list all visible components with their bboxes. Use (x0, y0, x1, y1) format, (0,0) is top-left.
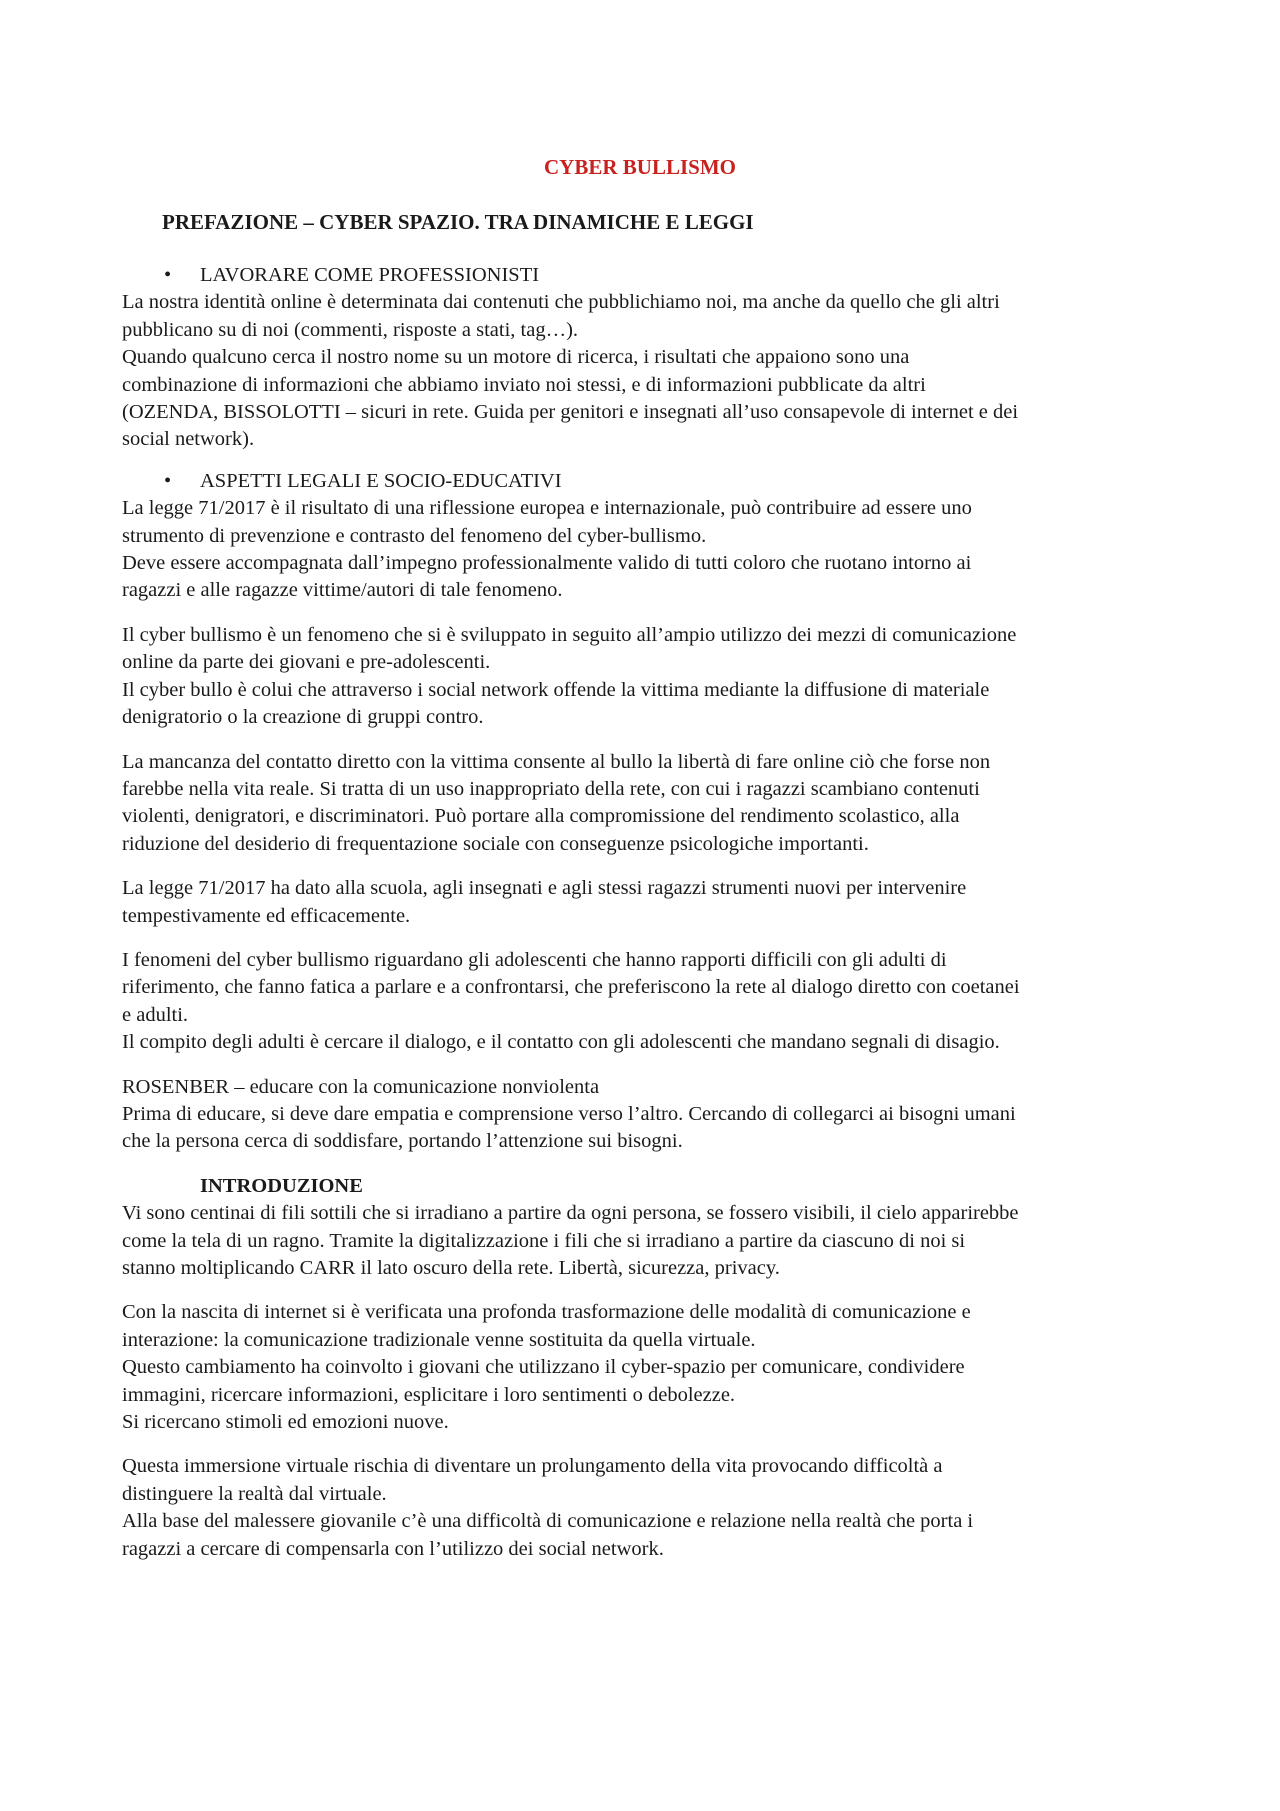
text-line: Con la nascita di internet si è verificata una profonda trasformazione delle modalità di comunicazione e (122, 1301, 971, 1324)
bullet-heading (122, 468, 1172, 495)
text-line: interazione: la comunicazione tradizionale venne sostituita da quella virtuale. (122, 1328, 756, 1351)
paragraph (122, 947, 1172, 1057)
text-line: I fenomeni del cyber bullismo riguardano gli adolescenti che hanno rapporti difficili con gli adulti di (122, 948, 947, 971)
paragraph (122, 1299, 1172, 1436)
bullet-heading (122, 262, 1172, 289)
text-line: Questa immersione virtuale rischia di diventare un prolungamento della vita provocando difficoltà a (122, 1455, 943, 1478)
bullet-icon: • (164, 469, 172, 492)
preface-title: PREFAZIONE – CYBER SPAZIO. TRA DINAMICHE E LEGGI (162, 210, 754, 234)
document-title: CYBER BULLISMO (544, 155, 736, 179)
text-line: La legge 71/2017 ha dato alla scuola, agli insegnati e agli stessi ragazzi strumenti nuovi per intervenire (122, 877, 967, 900)
text-line: Deve essere accompagnata dall’impegno professionalmente valido di tutti coloro che ruotano intorno ai (122, 552, 972, 575)
paragraph (122, 622, 1172, 732)
text-line: stanno moltiplicando CARR il lato oscuro della rete. Libertà, sicurezza, privacy. (122, 1257, 780, 1279)
text-line: tempestivamente ed efficacemente. (122, 904, 411, 927)
text-line: Alla base del malessere giovanile c’è una difficoltà di comunicazione e relazione nella realtà che porta i (122, 1510, 974, 1533)
bullet-heading-text: ASPETTI LEGALI E SOCIO-EDUCATIVI (200, 469, 562, 492)
text-line: riferimento, che fanno fatica a parlare e a confrontarsi, che preferiscono la rete al dialogo diretto con coetanei (122, 976, 1020, 999)
text-line: (OZENDA, BISSOLOTTI – sicuri in rete. Guida per genitori e insegnati all’uso consapevole di internet e dei (122, 401, 1019, 424)
introduction-heading: INTRODUZIONE (200, 1174, 363, 1197)
text-line: immagini, ricercare informazioni, esplicitare i loro sentimenti o debolezze. (122, 1383, 736, 1406)
section-aspetti-legali (122, 468, 1172, 605)
text-line: che la persona cerca di soddisfare, portando l’attenzione sui bisogni. (122, 1130, 683, 1153)
text-line: pubblicano su di noi (commenti, risposte a stati, tag…). (122, 318, 579, 341)
text-line: ragazzi e alle ragazze vittime/autori di tale fenomeno. (122, 579, 563, 602)
section-lavorare-come-professionisti (122, 262, 1172, 454)
text-line: riduzione del desiderio di frequentazione sociale con conseguenze psicologiche importanti. (122, 832, 869, 855)
paragraph (122, 749, 1172, 859)
text-line: online da parte dei giovani e pre-adolescenti. (122, 651, 491, 674)
text-line: combinazione di informazioni che abbiamo inviato noi stessi, e di informazioni pubblicate da altri (122, 373, 926, 396)
text-line: violenti, denigratori, e discriminatori. Può portare alla compromissione del rendimento scolastico, alla (122, 805, 960, 828)
text-line: Il cyber bullo è colui che attraverso i social network offende la vittima mediante la diffusione di materiale (122, 678, 990, 701)
text-line: Vi sono centinai di fili sottili che si irradiano a partire da ogni persona, se fossero visibili, il cielo apparirebbe (122, 1202, 1019, 1225)
text-line: Il cyber bullismo è un fenomeno che si è sviluppato in seguito all’ampio utilizzo dei mezzi di comunicazione (122, 623, 1017, 646)
text-line: Il compito degli adulti è cercare il dialogo, e il contatto con gli adolescenti che mandano segnali di disagio. (122, 1031, 1000, 1054)
document-body (122, 262, 1172, 1563)
paragraph (122, 1200, 1172, 1282)
text-line: ROSENBER – educare con la comunicazione nonviolenta (122, 1075, 600, 1098)
text-line: La legge 71/2017 è il risultato di una riflessione europea e internazionale, può contribuire ad essere uno (122, 497, 972, 520)
text-line: come la tela di un ragno. Tramite la digitalizzazione i fili che si irradiano a partire da ciascuno di noi si (122, 1229, 966, 1252)
text-line: Prima di educare, si deve dare empatia e comprensione verso l’altro. Cercando di collegarci ai bisogni umani (122, 1102, 1016, 1125)
text-line: farebbe nella vita reale. Si tratta di un uso inappropriato della rete, con cui i ragazzi scambiano contenuti (122, 777, 980, 800)
text-line: denigratorio o la creazione di gruppi contro. (122, 706, 484, 729)
paragraph (122, 875, 1172, 930)
text-line: strumento di prevenzione e contrasto del fenomeno del cyber-bullismo. (122, 524, 707, 547)
text-line: Quando qualcuno cerca il nostro nome su un motore di ricerca, i risultati che appaiono sono una (122, 346, 910, 369)
paragraph (122, 1453, 1172, 1563)
text-line: Questo cambiamento ha coinvolto i giovani che utilizzano il cyber-spazio per comunicare, condividere (122, 1356, 965, 1379)
text-line: e adulti. (122, 1003, 189, 1026)
text-line: La nostra identità online è determinata dai contenuti che pubblichiamo noi, ma anche da quello che gli altri (122, 291, 1000, 314)
bullet-icon: • (164, 264, 172, 286)
paragraph (122, 1074, 1172, 1156)
bullet-heading-text: LAVORARE COME PROFESSIONISTI (200, 264, 540, 286)
text-line: ragazzi a cercare di compensarla con l’utilizzo dei social network. (122, 1537, 664, 1560)
text-line: social network). (122, 428, 255, 451)
text-line: Si ricercano stimoli ed emozioni nuove. (122, 1411, 449, 1434)
text-line: La mancanza del contatto diretto con la vittima consente al bullo la libertà di fare online ciò che forse non (122, 750, 991, 773)
text-line: distinguere la realtà dal virtuale. (122, 1482, 387, 1505)
